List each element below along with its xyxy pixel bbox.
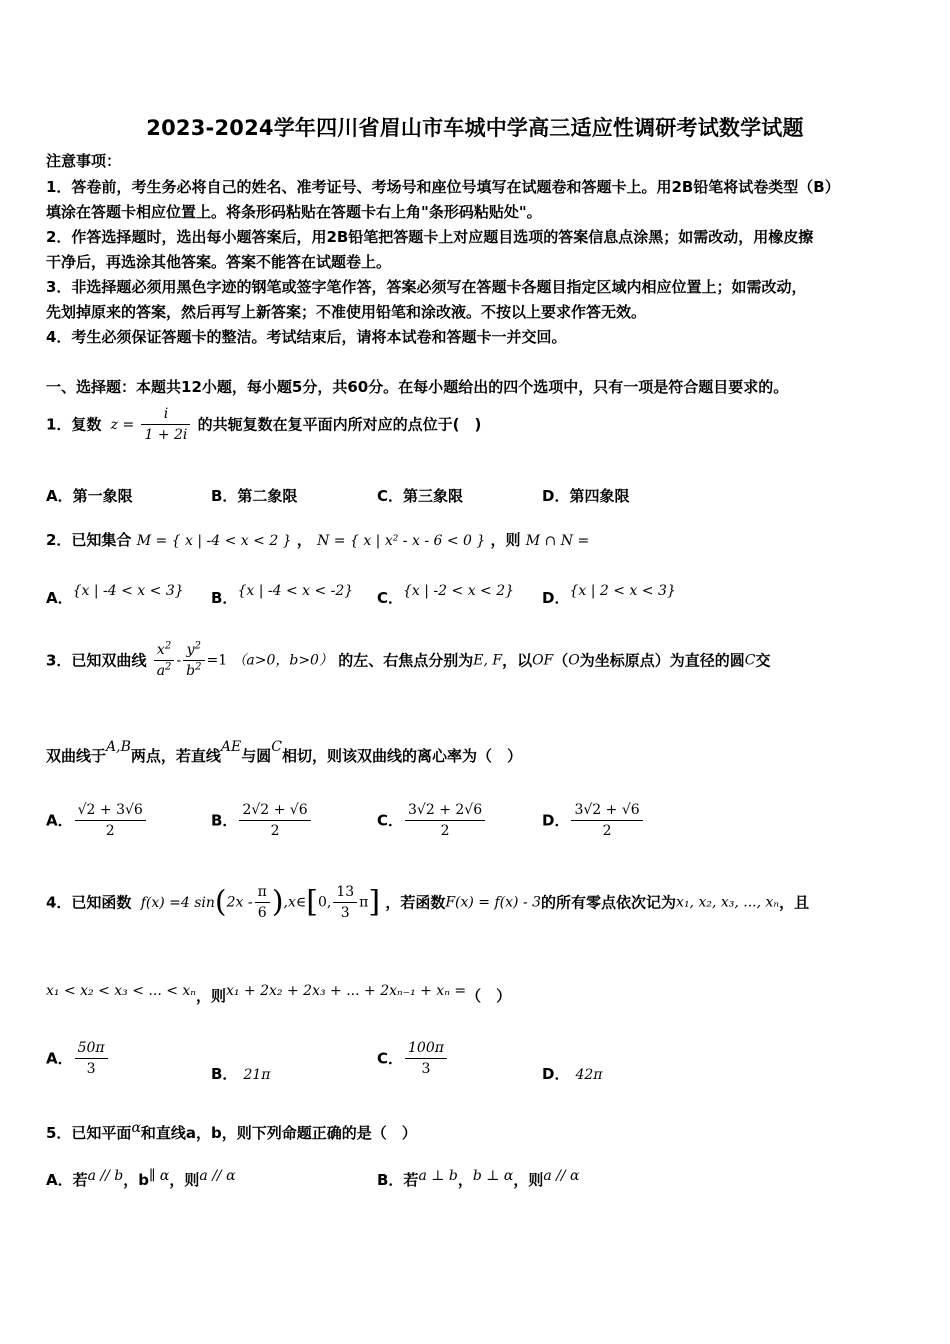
q3-option-d: D． $\frac{3√2 + √6}{2}$	[542, 800, 645, 841]
q2-option-b: B．{x | -4 < x < -2}	[211, 583, 354, 607]
q5-option-b: B．若a ⊥ b，b ⊥ α，则a // α	[377, 1168, 580, 1189]
q3-hyperbola-y: $\frac{y^2}{b^2}$	[183, 640, 204, 681]
q3-option-b: B． $\frac{2√2 + √6}{2}$	[211, 800, 313, 841]
q1-option-b: B．第二象限	[211, 487, 298, 505]
question-3: 3．已知双曲线 $\frac{x^2}{a^2}$ - $\frac{y^2}{b^2}$ =1 （a>0，b>0） 的左、右焦点分别为E, F，以OF（O为坐标原点）为直径的圆C交	[46, 640, 771, 679]
question-4-line2: x₁ < x₂ < x₃ < ... < xₙ，则x₁ + 2x₂ + 2x₃ + ... + 2xₙ₋₁ + xₙ =（ ）	[46, 983, 512, 1005]
q4-option-c: C． $\frac{100\pi}{3}$	[377, 1038, 449, 1079]
notes-line: 4．考生必须保证答题卡的整洁。考试结束后，请将本试卷和答题卡一并交回。	[46, 328, 567, 346]
notes-heading: 注意事项：	[46, 152, 122, 170]
notes-line: 干净后，再选涂其他答案。答案不能答在试题卷上。	[46, 253, 392, 271]
set-n: N = { x | x² - x - 6 < 0 }	[317, 533, 486, 549]
q1-option-d: D．第四象限	[542, 487, 630, 505]
question-1: 1．复数 z = $\frac{i}{1 + 2i}$ 的共轭复数在复平面内所对应的点位于( )	[46, 406, 482, 443]
q1-option-c: C．第三象限	[377, 487, 464, 505]
question-4: 4．已知函数 f(x) =4 sin(2x - $\frac{\pi}{6}$ ),x∈[0, $\frac{13}{3}$ π] ，若函数F(x) = f(x) - 3的所有零点依次记为x₁, x₂, x₃, ..., xₙ，且	[46, 884, 810, 921]
q4-option-b: B． 21π	[211, 1065, 271, 1083]
notes-line: 3．非选择题必须用黑色字迹的钢笔或签字笔作答，答案必须写在答题卡各题目指定区域内相应位置上；如需改动，	[46, 278, 807, 296]
question-3-line2: 双曲线于A,B两点，若直线AE与圆C相切，则该双曲线的离心率为（ ）	[46, 739, 522, 765]
notes-line: 2．作答选择题时，选出每小题答案后，用2B铅笔把答题卡上对应题目选项的答案信息点涂黑；如需改动，用橡皮擦	[46, 228, 814, 246]
page-title: 2023-2024学年四川省眉山市车城中学高三适应性调研考试数学试题	[146, 116, 804, 140]
q2-option-c: C．{x | -2 < x < 2}	[377, 583, 515, 607]
q4-option-d: D． 42π	[542, 1065, 603, 1083]
q3-hyperbola-x: $\frac{x^2}{a^2}$	[154, 640, 175, 681]
q3-option-c: C． $\frac{3√2 + 2√6}{2}$	[377, 800, 487, 841]
notes-line: 1．答卷前，考生务必将自己的姓名、准考证号、考场号和座位号填写在试题卷和答题卡上。用2B铅笔将试卷类型（B）	[46, 178, 840, 196]
q1-fraction: $\frac{i}{1 + 2i}$	[141, 404, 190, 445]
question-2: 2．已知集合 M = { x | -4 < x < 2 } ， N = { x | x² - x - 6 < 0 } ，则 M ∩ N =	[46, 531, 590, 549]
notes-line: 填涂在答题卡相应位置上。将条形码粘贴在答题卡右上角"条形码粘贴处"。	[46, 203, 542, 221]
q1-option-a: A．第一象限	[46, 487, 133, 505]
question-5: 5．已知平面α和直线a，b，则下列命题正确的是（ ）	[46, 1120, 417, 1142]
q2-option-a: A．{x | -4 < x < 3}	[46, 583, 184, 607]
section-heading: 一、选择题：本题共12小题，每小题5分，共60分。在每小题给出的四个选项中，只有一项是符合题目要求的。	[46, 378, 789, 396]
q2-option-d: D．{x | 2 < x < 3}	[542, 583, 676, 607]
set-m: M = { x | -4 < x < 2 }	[136, 533, 292, 549]
q4-option-a: A． $\frac{50\pi}{3}$	[46, 1038, 110, 1079]
notes-line: 先划掉原来的答案，然后再写上新答案；不准使用铅笔和涂改液。不按以上要求作答无效。	[46, 303, 647, 321]
q3-option-a: A． $\frac{√2 + 3√6}{2}$	[46, 800, 148, 841]
q5-option-a: A．若a // b，b∥ α，则a // α	[46, 1168, 236, 1189]
